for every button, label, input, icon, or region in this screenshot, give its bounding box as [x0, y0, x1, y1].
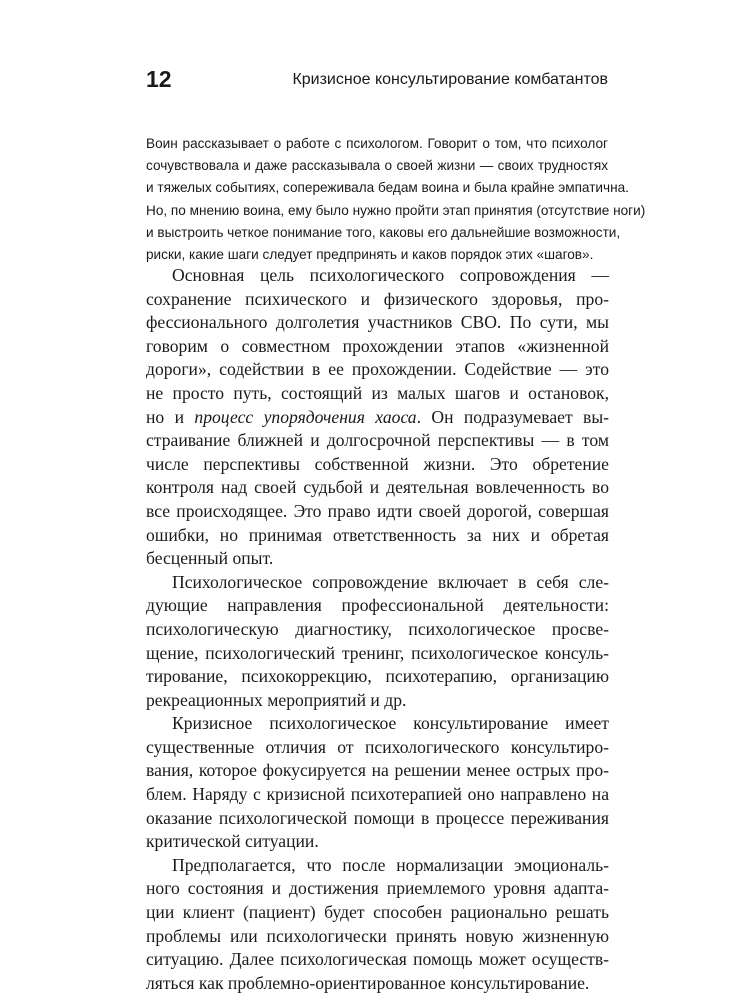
text-line: Кризисное психологическое консультирование имеет	[172, 713, 609, 734]
text-line: рекреационных мероприятий и др.	[146, 689, 407, 710]
text-line: страивание ближней и долгосрочной перспективы — в том	[146, 430, 609, 451]
text-line: критической ситуации.	[146, 831, 319, 852]
text-line: Предполагается, что после нормализации эмоциональ-	[172, 854, 609, 875]
text-line	[146, 406, 609, 430]
text-line: фессионального долголетия участников СВО. По сути, мы	[146, 312, 609, 333]
body-text	[146, 264, 609, 995]
text-line: вания, которое фокусируется на решении менее острых про-	[146, 760, 609, 781]
text-line: психологическую диагностику, психологическое просве-	[146, 618, 609, 639]
text-line: существенные отличия от психологического консультиро-	[146, 736, 609, 757]
epigraph-line: риски, какие шаги следует предпринять и каков порядок этих «шагов».	[146, 246, 594, 262]
paragraph-assumption	[146, 854, 609, 996]
text-line: ции клиент (пациент) будет способен рационально решать	[146, 902, 609, 923]
text-line: ошибки, но принимая ответственность за них и обретая	[146, 524, 609, 545]
text-line: говорим о совместном прохождении этапов «жизненной	[146, 335, 609, 356]
text-line: блем. Наряду с кризисной психотерапией оно направлено на	[146, 784, 609, 805]
text-line: ляться как проблемно-ориентированное консультирование.	[146, 972, 590, 993]
text-line: не просто путь, состоящий из малых шагов и остановок,	[146, 382, 609, 403]
text-line-segment: но и	[146, 406, 195, 427]
epigraph-line: Но, по мнению воина, ему было нужно пройти этап принятия (отсутствие ноги)	[146, 202, 646, 218]
text-line: щение, психологический тренинг, психологическое консуль-	[146, 642, 609, 663]
paragraph-support-directions	[146, 571, 609, 713]
text-line: Психологическое сопровождение включает в себя сле-	[172, 571, 609, 592]
text-line: тирование, психокоррекцию, психотерапию, организацию	[146, 666, 609, 687]
text-line: проблемы или психологически принять новую жизненную	[146, 925, 609, 946]
emphasized-phrase: процесс упорядочения хаоса	[194, 406, 417, 427]
epigraph-line: и выстроить четкое понимание того, каковы его дальнейшие возможности,	[146, 224, 621, 240]
text-line: ситуацию. Далее психологическая помощь может осуществ-	[146, 949, 609, 970]
text-line: дороги», содействии в ее прохождении. Содействие — это	[146, 359, 609, 380]
epigraph-line: Воин рассказывает о работе с психологом. Говорит о том, что психолог	[146, 136, 608, 151]
text-line: сохранение психического и физического здоровья, про-	[146, 288, 609, 309]
text-line: контроля над своей судьбой и деятельная вовлеченность во	[146, 477, 609, 498]
epigraph-line: сочувствовала и даже рассказывала о своей жизни — своих трудностях	[146, 158, 608, 174]
text-line: оказание психологической помощи в процессе переживания	[146, 807, 609, 828]
text-line-segment: . Он подразумевает вы-	[416, 406, 609, 427]
text-line: дующие направления профессиональной деятельности:	[146, 595, 609, 616]
text-line: все происходящее. Это право идти своей дорогой, совершая	[146, 500, 609, 521]
paragraph-crisis-counseling	[146, 712, 609, 854]
text-line: ного состояния и достижения приемлемого уровня адапта-	[146, 878, 609, 899]
running-head-title: Кризисное консультирование комбатантов	[292, 71, 608, 88]
page-number: 12	[146, 66, 172, 92]
text-line: бесценный опыт.	[146, 548, 274, 569]
text-line: Основная цель психологического сопровождения —	[172, 265, 609, 285]
text-line: числе перспективы собственной жизни. Это обретение	[146, 453, 609, 474]
epigraph-line: и тяжелых событиях, сопереживала бедам воина и была крайне эмпатична.	[146, 180, 629, 196]
epigraph-block	[146, 133, 646, 266]
paragraph-goal	[146, 264, 609, 571]
